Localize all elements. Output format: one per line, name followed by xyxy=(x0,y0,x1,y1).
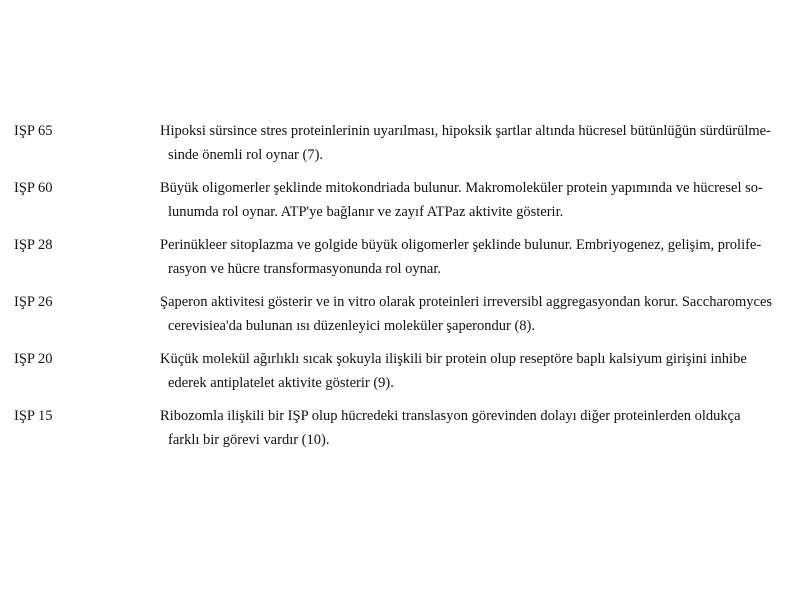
entry-isp-65 xyxy=(0,119,800,175)
description-line: rasyon ve hücre transformasyonunda rol oynar. xyxy=(168,261,442,277)
description-line: Hipoksi sürsince stres proteinlerinin uyarılması, hipoksik şartlar altında hücresel bütünlüğün sürdürülme- xyxy=(160,123,771,139)
description-line: Ribozomla ilişkili bir IŞP olup hücredeki translasyon görevinden dolayı diğer proteinlerden oldukça xyxy=(160,408,741,424)
entry-description xyxy=(160,176,790,224)
description-line: Büyük oligomerler şeklinde mitokondriada bulunur. Makromoleküler protein yapımında ve hücresel so- xyxy=(160,180,763,196)
entry-description xyxy=(160,404,790,452)
entry-isp-20 xyxy=(0,347,800,403)
description-line: lunumda rol oynar. ATP'ye bağlanır ve zayıf ATPaz aktivite gösterir. xyxy=(168,204,564,220)
entry-label: IŞP 65 xyxy=(14,123,53,139)
description-line: farklı bir görevi vardır (10). xyxy=(168,432,330,448)
entry-label: IŞP 28 xyxy=(14,237,53,253)
description-line: sinde önemli rol oynar (7). xyxy=(168,147,324,163)
entry-description xyxy=(160,233,790,281)
entry-isp-15 xyxy=(0,404,800,460)
entry-label: IŞP 20 xyxy=(14,351,53,367)
entry-label: IŞP 26 xyxy=(14,294,53,310)
entry-description xyxy=(160,119,790,167)
description-line: Perinükleer sitoplazma ve golgide büyük oligomerler şeklinde bulunur. Embriyogenez, gelişim, prolife- xyxy=(160,237,762,253)
entry-label: IŞP 15 xyxy=(14,408,53,424)
description-line: Şaperon aktivitesi gösterir ve in vitro olarak proteinleri irreversibl aggregasyondan korur. Saccharomyces xyxy=(160,294,773,310)
entry-isp-26 xyxy=(0,290,800,346)
description-line: ederek antiplatelet aktivite gösterir (9). xyxy=(168,375,394,391)
entry-description xyxy=(160,347,790,395)
description-line: Küçük molekül ağırlıklı sıcak şokuyla ilişkili bir protein olup reseptöre baplı kalsiyum girişini inhibe xyxy=(160,351,747,367)
entry-isp-60 xyxy=(0,176,800,232)
entry-isp-28 xyxy=(0,233,800,289)
entry-description xyxy=(160,290,790,338)
entry-label: IŞP 60 xyxy=(14,180,53,196)
description-line: cerevisiea'da bulunan ısı düzenleyici moleküler şaperondur (8). xyxy=(168,318,535,334)
